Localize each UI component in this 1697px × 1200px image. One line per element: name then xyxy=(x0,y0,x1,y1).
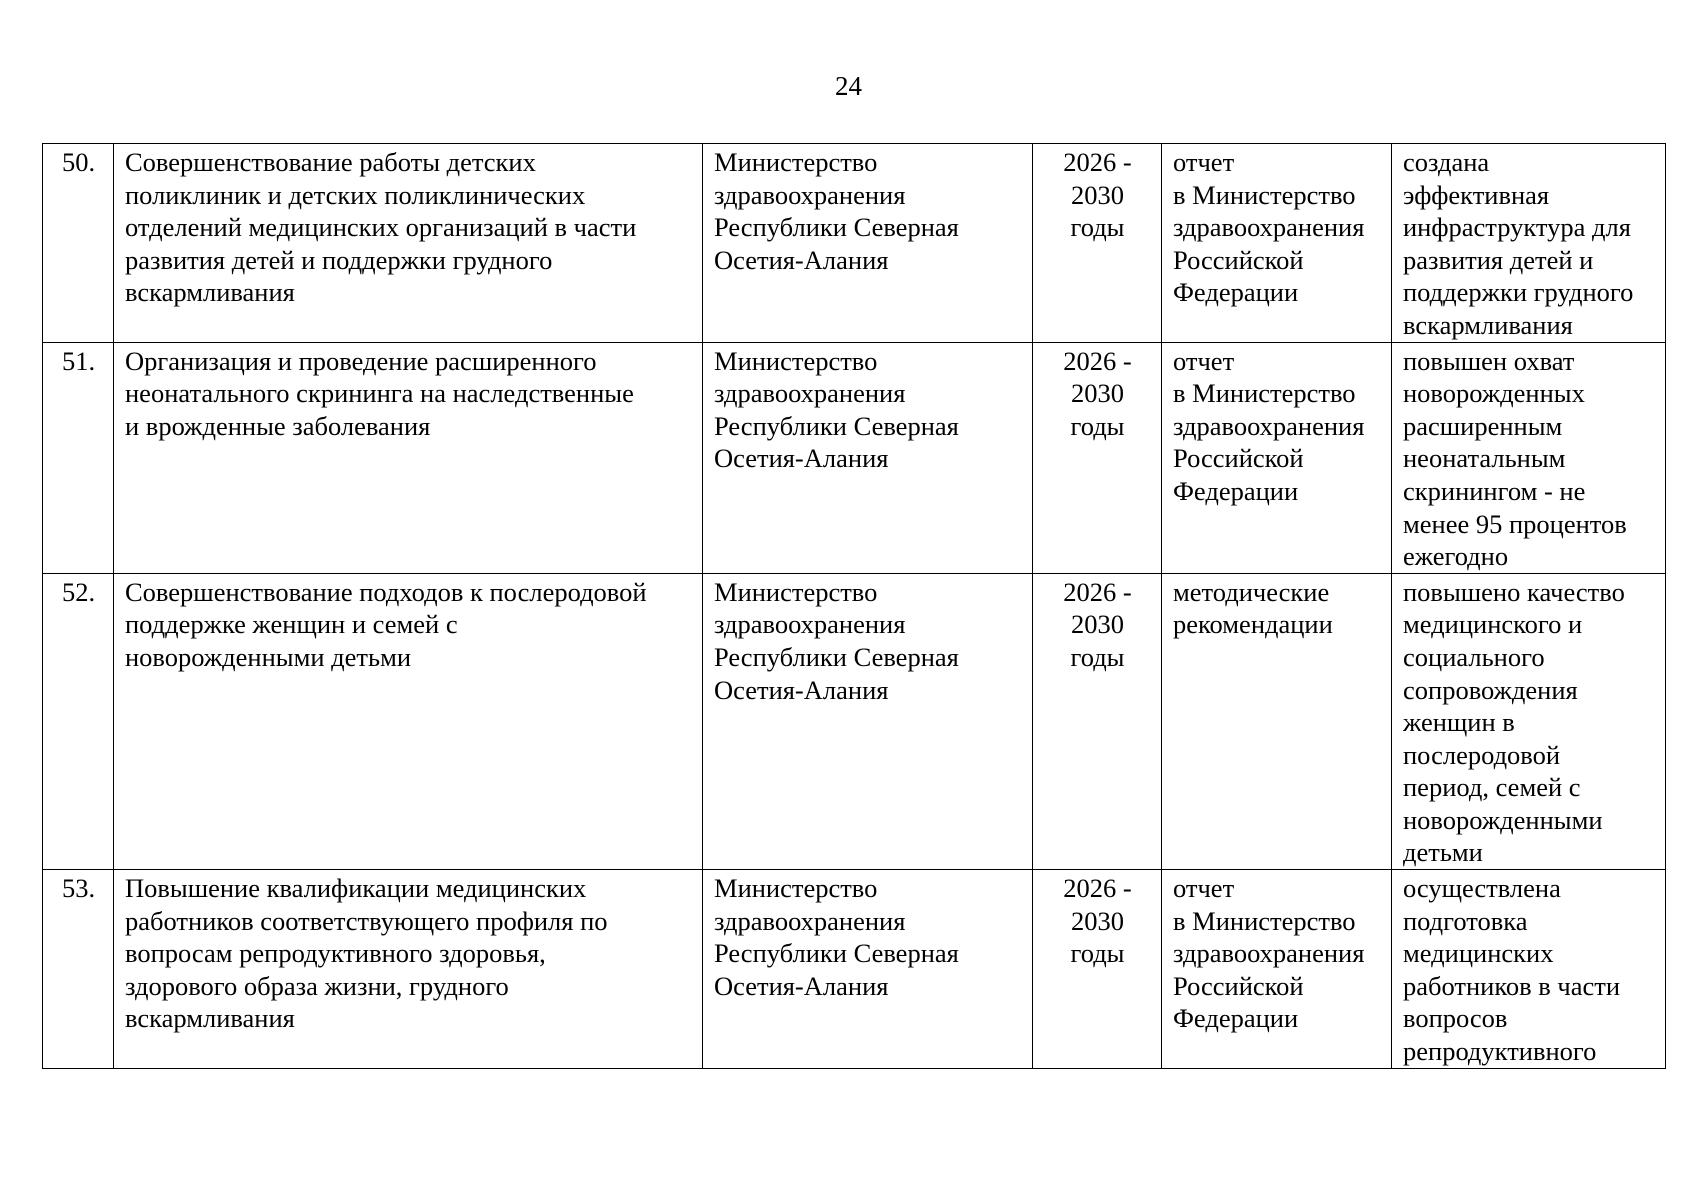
report-text: отчет в Министерство здравоохранения Российской Федерации xyxy=(1173,873,1365,1034)
row-number-cell xyxy=(43,870,114,1069)
term-text: 2026 - 2030 годы xyxy=(1063,873,1132,969)
activity-cell xyxy=(114,144,703,343)
executor-text: Министерство здравоохранения Республики Северная Осетия-Алания xyxy=(714,345,959,474)
activity-text: Совершенствование работы детских поликлиник и детских поликлинических отделений медицинских организаций в части развития детей и поддержки грудного вскармливания xyxy=(125,147,637,308)
term-cell xyxy=(1033,870,1162,1069)
term-cell xyxy=(1033,342,1162,573)
row-number: 52. xyxy=(61,576,96,607)
table-row xyxy=(43,573,1666,869)
activity-cell xyxy=(114,573,703,869)
term-cell xyxy=(1033,573,1162,869)
result-cell xyxy=(1392,870,1666,1069)
result-cell xyxy=(1392,144,1666,343)
term-cell xyxy=(1033,144,1162,343)
row-number: 50. xyxy=(61,147,96,177)
row-number: 53. xyxy=(61,873,96,904)
report-cell xyxy=(1162,870,1392,1069)
activity-text: Организация и проведение расширенного неонатального скрининга на наследственные и врожденные заболевания xyxy=(125,345,634,441)
activity-cell xyxy=(114,342,703,573)
executor-text: Министерство здравоохранения Республики Северная Осетия-Алания xyxy=(714,576,959,705)
activity-cell xyxy=(114,870,703,1069)
term-text: 2026 - 2030 годы xyxy=(1063,576,1132,672)
report-text: методические рекомендации xyxy=(1173,576,1333,640)
row-number-cell xyxy=(43,144,114,343)
executor-text: Министерство здравоохранения Республики Северная Осетия-Алания xyxy=(714,147,959,275)
result-text: повышено качество медицинского и социального сопровождения женщин в послеродовой период, семей с новорожденными детьми xyxy=(1403,576,1625,868)
report-text: отчет в Министерство здравоохранения Российской Федерации xyxy=(1173,345,1365,506)
executor-cell xyxy=(703,342,1033,573)
action-plan-table xyxy=(42,143,1666,1069)
result-text: повышен охват новорожденных расширенным неонатальным скринингом - не менее 95 процентов ежегодно xyxy=(1403,345,1627,572)
page-number: 24 xyxy=(835,71,862,101)
report-cell xyxy=(1162,342,1392,573)
executor-cell xyxy=(703,870,1033,1069)
table-row xyxy=(43,870,1666,1069)
activity-text: Совершенствование подходов к послеродовой поддержке женщин и семей с новорожденными детьми xyxy=(125,576,647,672)
row-number-cell xyxy=(43,573,114,869)
result-cell xyxy=(1392,573,1666,869)
table-row xyxy=(43,144,1666,343)
table-row xyxy=(43,342,1666,573)
report-cell xyxy=(1162,573,1392,869)
executor-cell xyxy=(703,573,1033,869)
result-cell xyxy=(1392,342,1666,573)
report-text: отчет в Министерство здравоохранения Российской Федерации xyxy=(1173,147,1365,308)
row-number: 51. xyxy=(61,345,96,376)
executor-cell xyxy=(703,144,1033,343)
term-text: 2026 - 2030 годы xyxy=(1063,147,1132,243)
result-text: осуществлена подготовка медицинских работников в части вопросов репродуктивного xyxy=(1403,873,1621,1067)
row-number-cell xyxy=(43,342,114,573)
result-text: создана эффективная инфраструктура для развития детей и поддержки грудного вскармливания xyxy=(1403,147,1634,340)
executor-text: Министерство здравоохранения Республики Северная Осетия-Алания xyxy=(714,873,959,1001)
report-cell xyxy=(1162,144,1392,343)
term-text: 2026 - 2030 годы xyxy=(1063,345,1132,441)
activity-text: Повышение квалификации медицинских работников соответствующего профиля по вопросам репродуктивного здоровья, здорового образа жизни, грудного вскармливания xyxy=(125,873,608,1034)
